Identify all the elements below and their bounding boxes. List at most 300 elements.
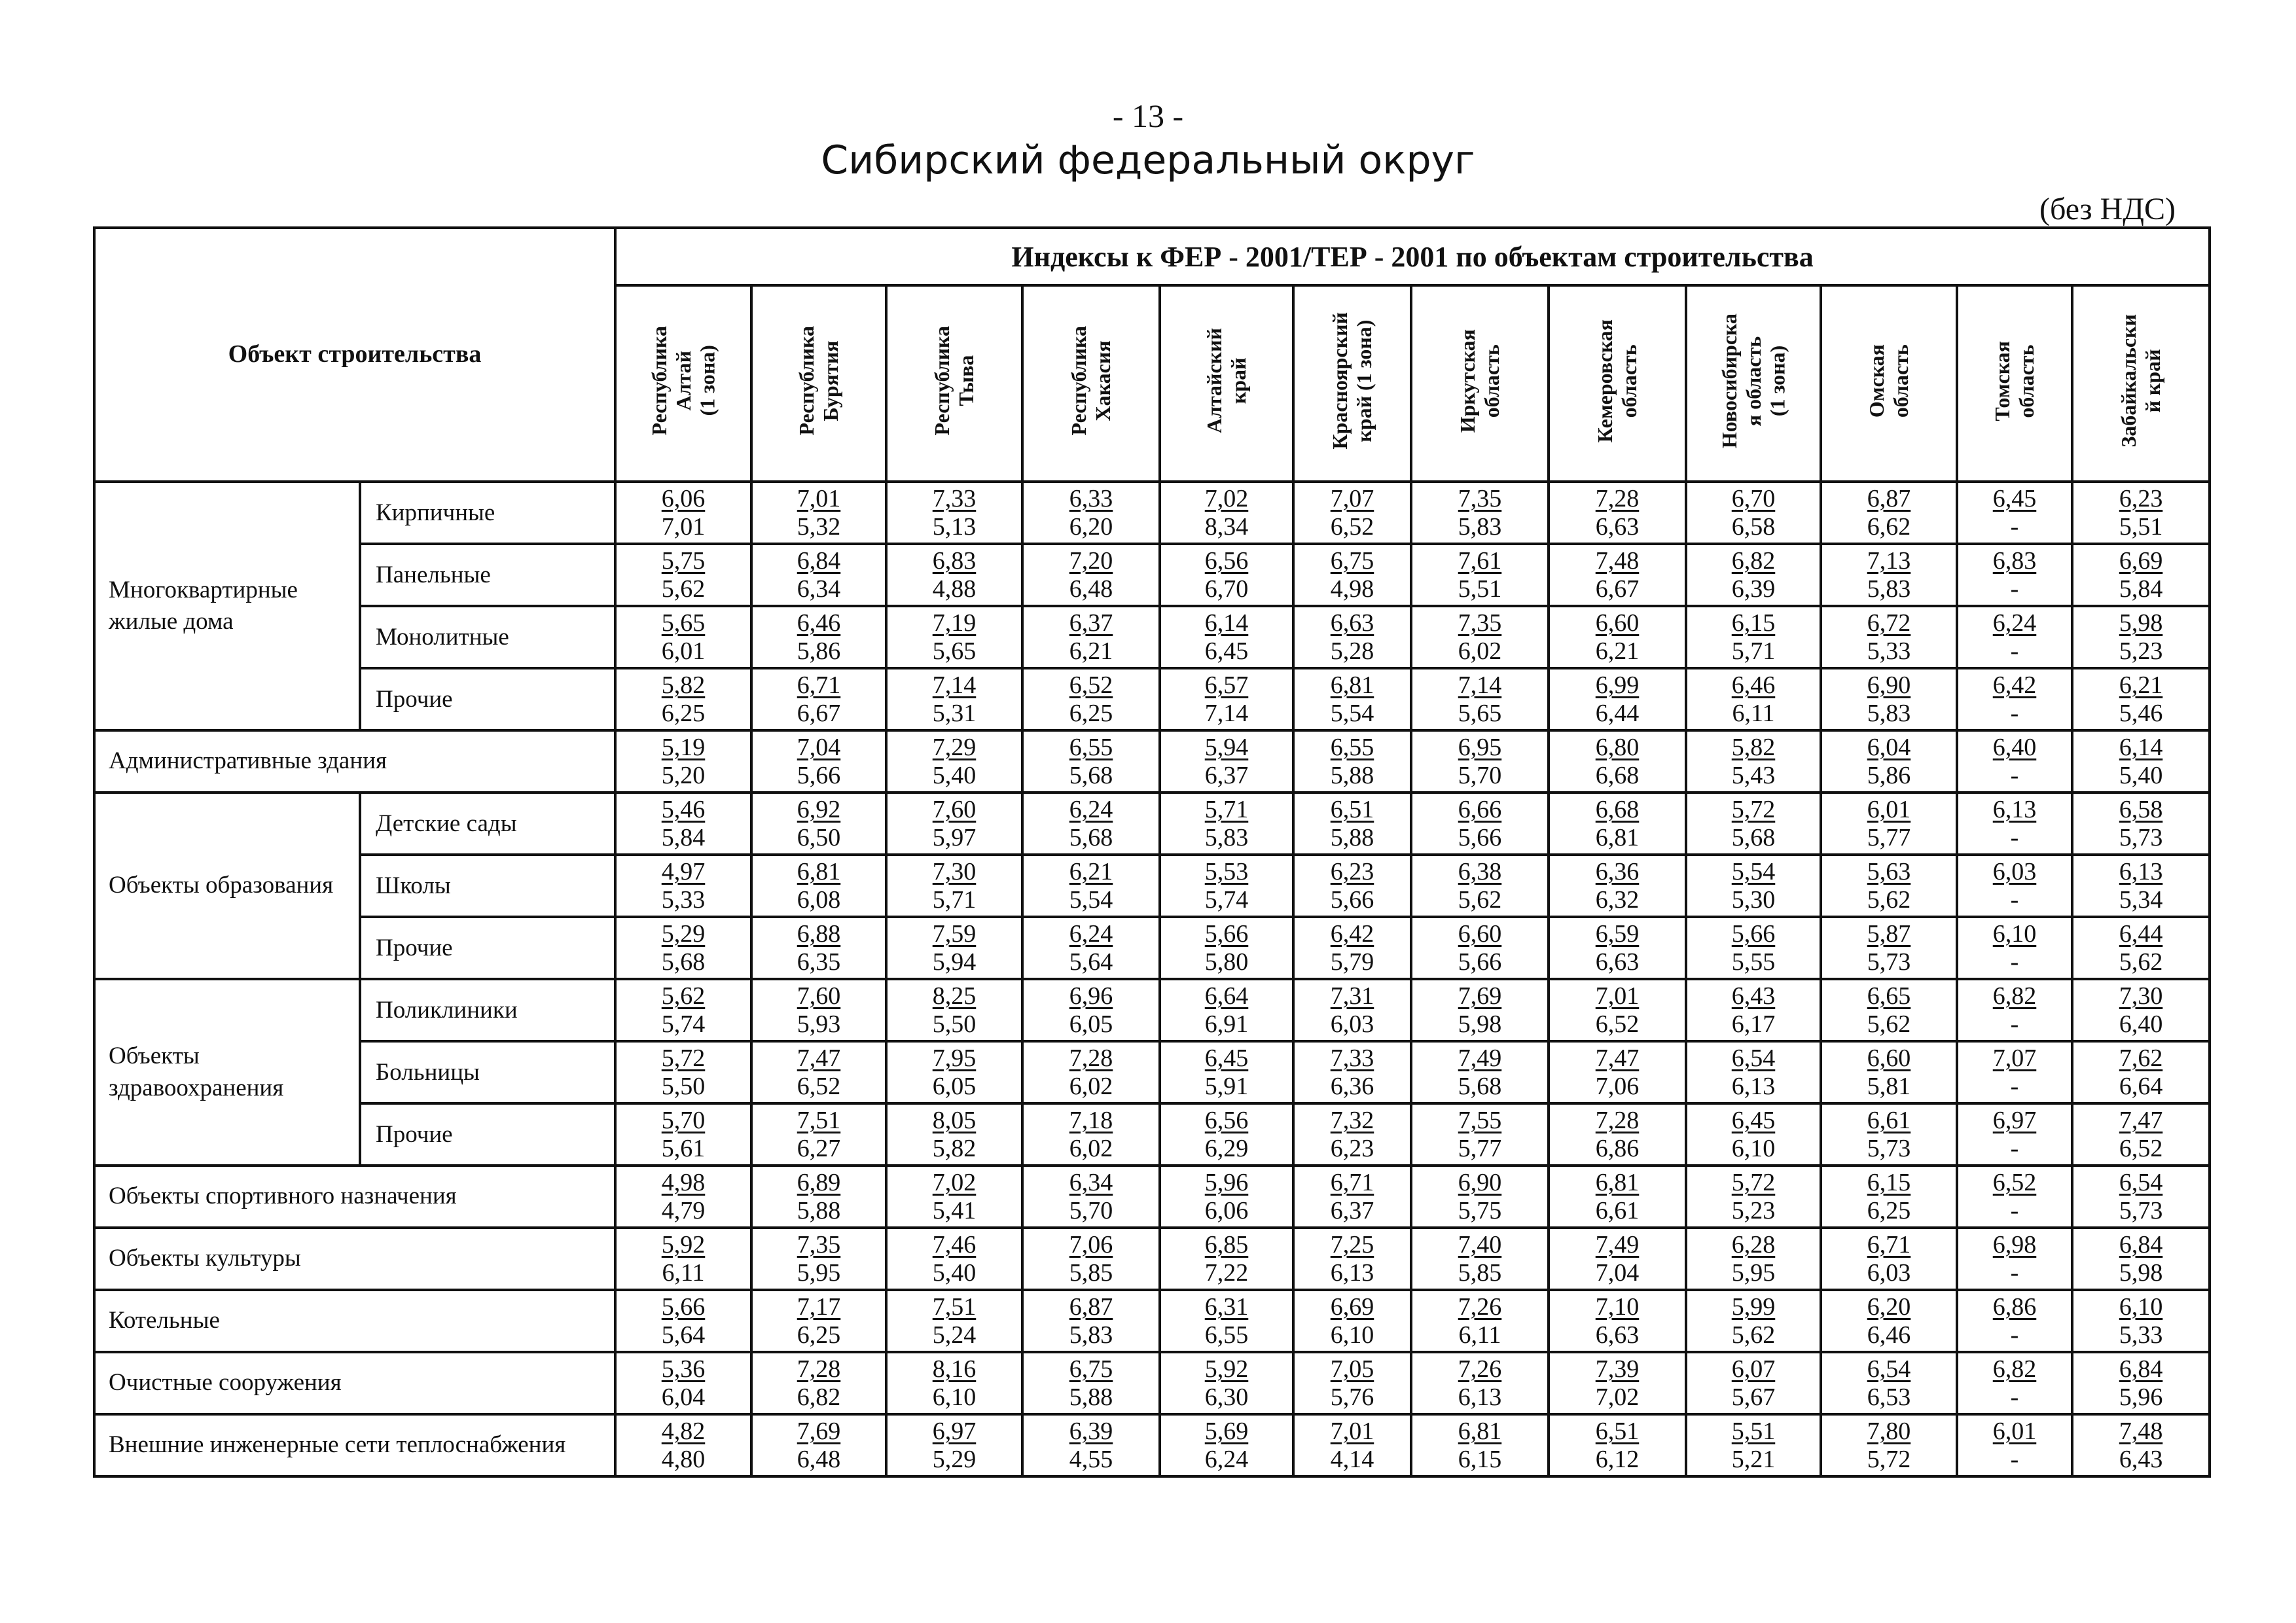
fer-index-value: 6,60 bbox=[1458, 919, 1502, 948]
table-row bbox=[94, 1290, 2210, 1352]
fer-index-value: 6,39 bbox=[1069, 1417, 1113, 1445]
index-cell bbox=[1160, 1414, 1293, 1476]
fer-index-value: 5,82 bbox=[661, 671, 706, 699]
fer-index-value: 6,28 bbox=[1731, 1230, 1776, 1258]
ter-index-value: 6,11 bbox=[1732, 699, 1775, 727]
fer-index-value: 6,14 bbox=[2119, 733, 2163, 761]
index-cell bbox=[1549, 1352, 1686, 1414]
fer-index-value: 6,69 bbox=[1330, 1293, 1374, 1321]
index-cell bbox=[2072, 855, 2210, 917]
index-cell bbox=[1549, 855, 1686, 917]
index-cell bbox=[615, 606, 751, 668]
index-cell bbox=[1549, 1414, 1686, 1476]
page-number: - 13 - bbox=[1112, 98, 1184, 134]
fer-index-value: 6,89 bbox=[797, 1168, 841, 1196]
index-cell bbox=[1411, 979, 1549, 1041]
ter-index-value: 6,10 bbox=[1731, 1134, 1776, 1162]
ter-index-value: 6,35 bbox=[797, 948, 841, 976]
row-label: Панельные bbox=[360, 544, 615, 606]
fer-index-value: 7,61 bbox=[1458, 546, 1502, 575]
ter-index-value: 6,37 bbox=[1204, 761, 1249, 789]
ter-index-value: - bbox=[2010, 637, 2019, 665]
fer-index-value: 5,71 bbox=[1204, 795, 1249, 823]
fer-index-value: 5,99 bbox=[1731, 1293, 1776, 1321]
fer-index-value: 6,42 bbox=[1992, 671, 2037, 699]
index-cell bbox=[1957, 1414, 2072, 1476]
ter-index-value: 5,68 bbox=[1069, 823, 1113, 851]
ter-index-value: 5,55 bbox=[1731, 948, 1776, 976]
ter-index-value: 6,30 bbox=[1204, 1383, 1249, 1411]
index-cell bbox=[1411, 1290, 1549, 1352]
fer-index-value: 7,48 bbox=[1595, 546, 1640, 575]
fer-index-value: 5,66 bbox=[1204, 919, 1249, 948]
index-cell bbox=[2072, 544, 2210, 606]
fer-index-value: 7,33 bbox=[1330, 1044, 1374, 1072]
fer-index-value: 5,92 bbox=[1204, 1355, 1249, 1383]
fer-index-value: 6,86 bbox=[1992, 1293, 2037, 1321]
ter-index-value: 5,62 bbox=[1458, 885, 1502, 914]
fer-index-value: 6,14 bbox=[1204, 609, 1249, 637]
index-cell bbox=[1160, 855, 1293, 917]
index-cell bbox=[1022, 482, 1160, 544]
ter-index-value: 6,03 bbox=[1867, 1258, 1911, 1287]
ter-index-value: 7,02 bbox=[1595, 1383, 1640, 1411]
ter-index-value: 5,64 bbox=[1069, 948, 1113, 976]
ter-index-value: 6,11 bbox=[1458, 1321, 1501, 1349]
fer-index-value: 6,45 bbox=[1731, 1106, 1776, 1134]
fer-index-value: 6,64 bbox=[1204, 982, 1249, 1010]
index-cell bbox=[1160, 917, 1293, 979]
fer-index-value: 7,60 bbox=[797, 982, 841, 1010]
ter-index-value: 6,10 bbox=[932, 1383, 977, 1411]
ter-index-value: 6,21 bbox=[1069, 637, 1113, 665]
ter-index-value: 5,64 bbox=[661, 1321, 706, 1349]
fer-index-value: 7,17 bbox=[797, 1293, 841, 1321]
ter-index-value: 6,32 bbox=[1595, 885, 1640, 914]
index-cell bbox=[1160, 544, 1293, 606]
index-cell bbox=[1293, 1414, 1411, 1476]
index-cell bbox=[1411, 1103, 1549, 1166]
index-cell bbox=[1411, 917, 1549, 979]
ter-index-value: 5,91 bbox=[1204, 1072, 1249, 1100]
index-cell bbox=[1022, 730, 1160, 793]
index-cell bbox=[1293, 1166, 1411, 1228]
fer-index-value: 6,13 bbox=[2119, 857, 2163, 885]
table-row bbox=[94, 1166, 2210, 1228]
ter-index-value: 6,20 bbox=[1069, 512, 1113, 541]
index-cell bbox=[751, 917, 886, 979]
index-cell bbox=[1549, 1166, 1686, 1228]
fer-index-value: 7,29 bbox=[932, 733, 977, 761]
fer-index-value: 6,80 bbox=[1595, 733, 1640, 761]
vat-note: (без НДС) bbox=[2039, 192, 2176, 226]
corner-header: Объект строительства bbox=[94, 228, 615, 482]
ter-index-value: 6,63 bbox=[1595, 512, 1640, 541]
ter-index-value: - bbox=[2010, 1134, 2019, 1162]
ter-index-value: 6,48 bbox=[797, 1445, 841, 1473]
ter-index-value: 5,54 bbox=[1069, 885, 1113, 914]
index-cell bbox=[1686, 482, 1821, 544]
ter-index-value: - bbox=[2010, 823, 2019, 851]
index-cell bbox=[1549, 606, 1686, 668]
index-cell bbox=[1160, 1166, 1293, 1228]
ter-index-value: - bbox=[2010, 1010, 2019, 1038]
index-cell bbox=[1957, 979, 2072, 1041]
index-cell bbox=[1293, 1228, 1411, 1290]
fer-index-value: 5,46 bbox=[661, 795, 706, 823]
fer-index-value: 6,51 bbox=[1330, 795, 1374, 823]
fer-index-value: 5,96 bbox=[1204, 1168, 1249, 1196]
fer-index-value: 7,49 bbox=[1458, 1044, 1502, 1072]
index-cell bbox=[615, 1103, 751, 1166]
column-header-label: Кемеровская область bbox=[1593, 319, 1641, 443]
fer-index-value: 6,23 bbox=[2119, 484, 2163, 512]
index-cell bbox=[1549, 482, 1686, 544]
index-cell bbox=[1293, 730, 1411, 793]
index-cell bbox=[886, 917, 1022, 979]
index-cell bbox=[2072, 793, 2210, 855]
ter-index-value: 5,97 bbox=[932, 823, 977, 851]
ter-index-value: 5,62 bbox=[661, 575, 706, 603]
fer-index-value: 6,82 bbox=[1992, 982, 2037, 1010]
table-row bbox=[94, 1352, 2210, 1414]
fer-index-value: 6,34 bbox=[1069, 1168, 1113, 1196]
index-cell bbox=[1821, 1166, 1957, 1228]
index-cell bbox=[1549, 793, 1686, 855]
fer-index-value: 7,13 bbox=[1867, 546, 1911, 575]
index-cell bbox=[751, 606, 886, 668]
index-cell bbox=[2072, 1166, 2210, 1228]
ter-index-value: 6,02 bbox=[1069, 1134, 1113, 1162]
ter-index-value: 7,22 bbox=[1204, 1258, 1249, 1287]
index-cell bbox=[1022, 606, 1160, 668]
index-cell bbox=[1957, 1103, 2072, 1166]
ter-index-value: 5,13 bbox=[932, 512, 977, 541]
index-cell bbox=[1160, 1228, 1293, 1290]
fer-index-value: 7,32 bbox=[1330, 1106, 1374, 1134]
fer-index-value: 6,56 bbox=[1204, 546, 1249, 575]
ter-index-value: 5,68 bbox=[1069, 761, 1113, 789]
fer-index-value: 7,28 bbox=[797, 1355, 841, 1383]
fer-index-value: 7,10 bbox=[1595, 1293, 1640, 1321]
ter-index-value: 8,34 bbox=[1204, 512, 1249, 541]
index-cell bbox=[1293, 482, 1411, 544]
ter-index-value: 5,41 bbox=[932, 1196, 977, 1224]
fer-index-value: 6,58 bbox=[2119, 795, 2163, 823]
ter-index-value: 6,70 bbox=[1204, 575, 1249, 603]
fer-index-value: 6,21 bbox=[1069, 857, 1113, 885]
index-cell bbox=[1957, 1166, 2072, 1228]
ter-index-value: 6,46 bbox=[1867, 1321, 1911, 1349]
fer-index-value: 6,04 bbox=[1867, 733, 1911, 761]
index-cell bbox=[1821, 606, 1957, 668]
fer-index-value: 7,46 bbox=[932, 1230, 977, 1258]
index-cell bbox=[1411, 482, 1549, 544]
index-cell bbox=[751, 1166, 886, 1228]
index-cell bbox=[1549, 979, 1686, 1041]
table-row bbox=[94, 482, 2210, 544]
fer-index-value: 6,81 bbox=[797, 857, 841, 885]
fer-index-value: 7,05 bbox=[1330, 1355, 1374, 1383]
ter-index-value: 5,74 bbox=[1204, 885, 1249, 914]
fer-index-value: 5,53 bbox=[1204, 857, 1249, 885]
ter-index-value: 5,73 bbox=[2119, 1196, 2163, 1224]
fer-index-value: 6,43 bbox=[1731, 982, 1776, 1010]
fer-index-value: 6,13 bbox=[1992, 795, 2037, 823]
ter-index-value: 5,83 bbox=[1458, 512, 1502, 541]
index-cell bbox=[615, 544, 751, 606]
ter-index-value: 6,68 bbox=[1595, 761, 1640, 789]
column-header bbox=[1821, 285, 1957, 482]
ter-index-value: 5,66 bbox=[797, 761, 841, 789]
ter-index-value: 5,46 bbox=[2119, 699, 2163, 727]
index-cell bbox=[1821, 1228, 1957, 1290]
row-group-label: Объекты образования bbox=[94, 793, 360, 979]
fer-index-value: 5,19 bbox=[661, 733, 706, 761]
ter-index-value: 5,88 bbox=[797, 1196, 841, 1224]
index-cell bbox=[2072, 668, 2210, 730]
ter-index-value: 6,13 bbox=[1458, 1383, 1502, 1411]
ter-index-value: 6,25 bbox=[1867, 1196, 1911, 1224]
ter-index-value: 5,93 bbox=[797, 1010, 841, 1038]
ter-index-value: 6,62 bbox=[1867, 512, 1911, 541]
index-cell bbox=[886, 979, 1022, 1041]
index-cell bbox=[1686, 544, 1821, 606]
ter-index-value: 5,86 bbox=[1867, 761, 1911, 789]
fer-index-value: 6,52 bbox=[1992, 1168, 2037, 1196]
index-cell bbox=[1411, 544, 1549, 606]
row-label: Школы bbox=[360, 855, 615, 917]
index-cell bbox=[751, 855, 886, 917]
ter-index-value: 5,62 bbox=[1867, 885, 1911, 914]
index-cell bbox=[2072, 1041, 2210, 1103]
fer-index-value: 6,70 bbox=[1731, 484, 1776, 512]
ter-index-value: 5,66 bbox=[1458, 948, 1502, 976]
ter-index-value: 4,98 bbox=[1330, 575, 1374, 603]
index-cell bbox=[886, 793, 1022, 855]
fer-index-value: 5,72 bbox=[1731, 1168, 1776, 1196]
index-cell bbox=[1821, 793, 1957, 855]
index-cell bbox=[615, 668, 751, 730]
fer-index-value: 4,82 bbox=[661, 1417, 706, 1445]
ter-index-value: 5,88 bbox=[1330, 823, 1374, 851]
ter-index-value: 6,39 bbox=[1731, 575, 1776, 603]
column-header-label: Иркутская область bbox=[1456, 329, 1503, 433]
ter-index-value: 5,23 bbox=[1731, 1196, 1776, 1224]
ter-index-value: 6,64 bbox=[2119, 1072, 2163, 1100]
index-cell bbox=[2072, 1414, 2210, 1476]
fer-index-value: 6,55 bbox=[1069, 733, 1113, 761]
ter-index-value: 6,52 bbox=[1595, 1010, 1640, 1038]
ter-index-value: 6,67 bbox=[797, 699, 841, 727]
fer-index-value: 6,97 bbox=[1992, 1106, 2037, 1134]
fer-index-value: 6,98 bbox=[1992, 1230, 2037, 1258]
ter-index-value: 6,67 bbox=[1595, 575, 1640, 603]
ter-index-value: 7,01 bbox=[661, 512, 706, 541]
index-cell bbox=[1686, 917, 1821, 979]
fer-index-value: 6,03 bbox=[1992, 857, 2037, 885]
fer-index-value: 6,21 bbox=[2119, 671, 2163, 699]
column-header bbox=[1686, 285, 1821, 482]
index-cell bbox=[615, 1228, 751, 1290]
ter-index-value: 6,01 bbox=[661, 637, 706, 665]
column-header bbox=[1293, 285, 1411, 482]
index-cell bbox=[751, 544, 886, 606]
ter-index-value: 5,66 bbox=[1458, 823, 1502, 851]
fer-index-value: 6,92 bbox=[797, 795, 841, 823]
fer-index-value: 7,02 bbox=[1204, 484, 1249, 512]
fer-index-value: 6,68 bbox=[1595, 795, 1640, 823]
column-header-label: Алтайский край bbox=[1202, 328, 1250, 434]
fer-index-value: 6,37 bbox=[1069, 609, 1113, 637]
index-cell bbox=[1686, 1041, 1821, 1103]
index-cell bbox=[1821, 979, 1957, 1041]
index-cell bbox=[615, 855, 751, 917]
index-cell bbox=[1821, 1414, 1957, 1476]
ter-index-value: - bbox=[2010, 885, 2019, 914]
index-cell bbox=[751, 1414, 886, 1476]
ter-index-value: 5,83 bbox=[1867, 575, 1911, 603]
ter-index-value: 6,05 bbox=[1069, 1010, 1113, 1038]
fer-index-value: 6,84 bbox=[2119, 1355, 2163, 1383]
fer-index-value: 6,82 bbox=[1992, 1355, 2037, 1383]
ter-index-value: 5,82 bbox=[932, 1134, 977, 1162]
index-cell bbox=[1411, 1414, 1549, 1476]
ter-index-value: 6,06 bbox=[1204, 1196, 1249, 1224]
column-header bbox=[1411, 285, 1549, 482]
index-cell bbox=[1022, 979, 1160, 1041]
table-row bbox=[94, 855, 2210, 917]
index-cell bbox=[1160, 1290, 1293, 1352]
index-cell bbox=[1957, 1228, 2072, 1290]
ter-index-value: 6,50 bbox=[797, 823, 841, 851]
index-cell bbox=[1957, 544, 2072, 606]
fer-index-value: 6,71 bbox=[1330, 1168, 1374, 1196]
index-cell bbox=[1160, 606, 1293, 668]
fer-index-value: 6,01 bbox=[1992, 1417, 2037, 1445]
fer-index-value: 7,40 bbox=[1458, 1230, 1502, 1258]
fer-index-value: 7,59 bbox=[932, 919, 977, 948]
ter-index-value: 5,85 bbox=[1458, 1258, 1502, 1287]
table-row bbox=[94, 1228, 2210, 1290]
ter-index-value: 4,80 bbox=[661, 1445, 706, 1473]
fer-index-value: 6,90 bbox=[1458, 1168, 1502, 1196]
fer-index-value: 6,88 bbox=[797, 919, 841, 948]
table-row bbox=[94, 917, 2210, 979]
index-cell bbox=[1411, 855, 1549, 917]
ter-index-value: 5,68 bbox=[1458, 1072, 1502, 1100]
column-header-label: Республика Тыва bbox=[930, 326, 978, 436]
ter-index-value: 5,73 bbox=[2119, 823, 2163, 851]
ter-index-value: 6,27 bbox=[797, 1134, 841, 1162]
index-cell bbox=[1686, 1228, 1821, 1290]
fer-index-value: 6,56 bbox=[1204, 1106, 1249, 1134]
fer-index-value: 7,69 bbox=[1458, 982, 1502, 1010]
fer-index-value: 6,54 bbox=[2119, 1168, 2163, 1196]
index-cell bbox=[1686, 1352, 1821, 1414]
index-cell bbox=[886, 1352, 1022, 1414]
index-cell bbox=[1293, 1041, 1411, 1103]
fer-index-value: 6,65 bbox=[1867, 982, 1911, 1010]
index-cell bbox=[1957, 1041, 2072, 1103]
index-cell bbox=[615, 1352, 751, 1414]
ter-index-value: 5,40 bbox=[2119, 761, 2163, 789]
index-cell bbox=[1957, 855, 2072, 917]
index-cell bbox=[2072, 1352, 2210, 1414]
fer-index-value: 6,63 bbox=[1330, 609, 1374, 637]
index-cell bbox=[1022, 544, 1160, 606]
column-header bbox=[1160, 285, 1293, 482]
ter-index-value: - bbox=[2010, 699, 2019, 727]
index-cell bbox=[615, 1290, 751, 1352]
row-label: Административные здания bbox=[94, 730, 615, 793]
index-cell bbox=[1549, 544, 1686, 606]
column-header bbox=[1022, 285, 1160, 482]
row-label: Поликлиники bbox=[360, 979, 615, 1041]
ter-index-value: 5,83 bbox=[1867, 699, 1911, 727]
ter-index-value: - bbox=[2010, 575, 2019, 603]
index-cell bbox=[1160, 979, 1293, 1041]
ter-index-value: 6,02 bbox=[1069, 1072, 1113, 1100]
ter-index-value: 5,51 bbox=[1458, 575, 1502, 603]
ter-index-value: 5,75 bbox=[1458, 1196, 1502, 1224]
index-cell bbox=[615, 482, 751, 544]
index-cell bbox=[615, 1041, 751, 1103]
fer-index-value: 6,97 bbox=[932, 1417, 977, 1445]
ter-index-value: 5,94 bbox=[932, 948, 977, 976]
fer-index-value: 7,48 bbox=[2119, 1417, 2163, 1445]
fer-index-value: 6,24 bbox=[1992, 609, 2037, 637]
row-label: Объекты спортивного назначения bbox=[94, 1166, 615, 1228]
ter-index-value: 6,58 bbox=[1731, 512, 1776, 541]
fer-index-value: 6,44 bbox=[2119, 919, 2163, 948]
fer-index-value: 7,28 bbox=[1595, 484, 1640, 512]
row-label: Кирпичные bbox=[360, 482, 615, 544]
ter-index-value: 5,43 bbox=[1731, 761, 1776, 789]
index-cell bbox=[751, 482, 886, 544]
index-cell bbox=[1686, 1103, 1821, 1166]
index-cell bbox=[1821, 855, 1957, 917]
fer-index-value: 6,10 bbox=[2119, 1293, 2163, 1321]
ter-index-value: 5,73 bbox=[1867, 1134, 1911, 1162]
fer-index-value: 7,30 bbox=[932, 857, 977, 885]
ter-index-value: 5,61 bbox=[661, 1134, 706, 1162]
index-cell bbox=[1957, 668, 2072, 730]
ter-index-value: 5,80 bbox=[1204, 948, 1249, 976]
index-cell bbox=[1686, 668, 1821, 730]
ter-index-value: 5,65 bbox=[1458, 699, 1502, 727]
ter-index-value: 5,71 bbox=[932, 885, 977, 914]
fer-index-value: 5,72 bbox=[661, 1044, 706, 1072]
fer-index-value: 7,49 bbox=[1595, 1230, 1640, 1258]
fer-index-value: 7,26 bbox=[1458, 1293, 1502, 1321]
ter-index-value: 5,77 bbox=[1867, 823, 1911, 851]
ter-index-value: - bbox=[2010, 1258, 2019, 1287]
ter-index-value: 7,04 bbox=[1595, 1258, 1640, 1287]
ter-index-value: 6,10 bbox=[1330, 1321, 1374, 1349]
ter-index-value: 5,68 bbox=[661, 948, 706, 976]
fer-index-value: 5,51 bbox=[1731, 1417, 1776, 1445]
fer-index-value: 7,47 bbox=[797, 1044, 841, 1072]
index-cell bbox=[886, 544, 1022, 606]
table-row bbox=[94, 606, 2210, 668]
fer-index-value: 5,69 bbox=[1204, 1417, 1249, 1445]
fer-index-value: 7,26 bbox=[1458, 1355, 1502, 1383]
index-cell bbox=[1686, 1166, 1821, 1228]
fer-index-value: 6,69 bbox=[2119, 546, 2163, 575]
fer-index-value: 5,72 bbox=[1731, 795, 1776, 823]
fer-index-value: 7,28 bbox=[1069, 1044, 1113, 1072]
